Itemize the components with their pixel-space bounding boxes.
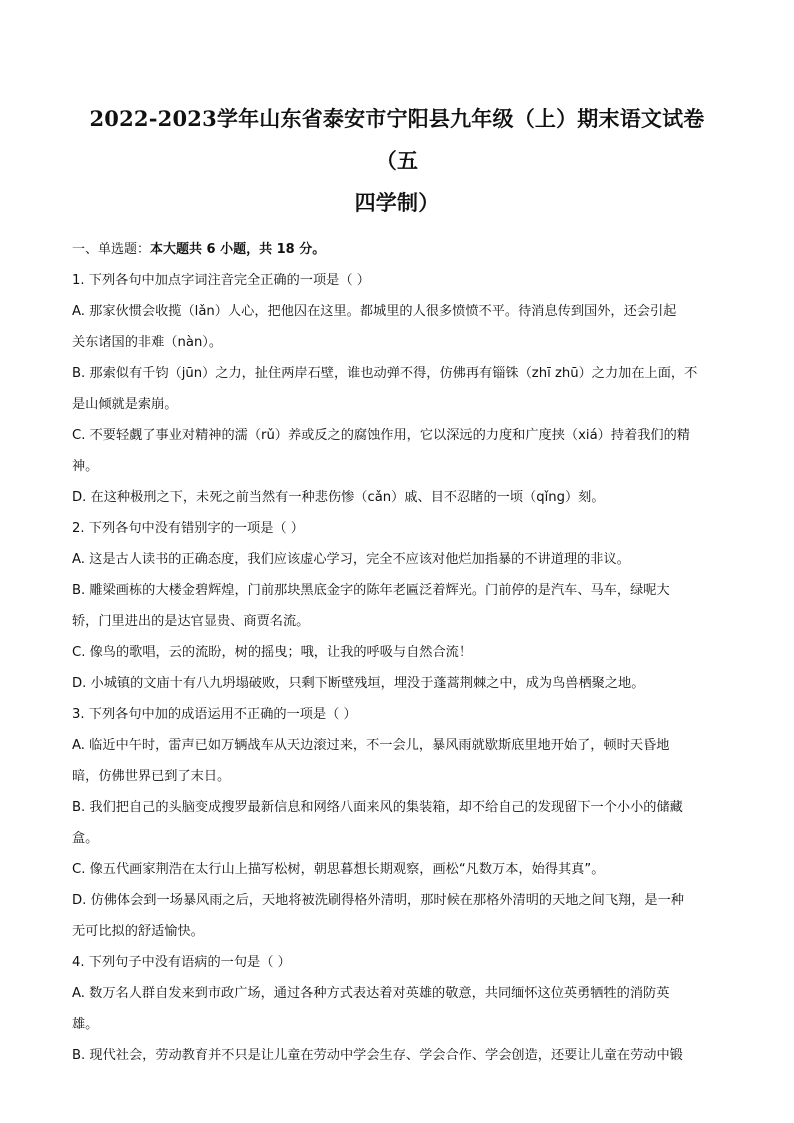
option-text-line: D. 小城镇的文庙十有八九坍塌破败，只剩下断壁残垣，埋没于蓬蒿荆棘之中，成为鸟兽栖聚之地。 [72,676,645,691]
question-1 [72,265,722,513]
option-A [72,296,722,358]
option-D [72,885,722,947]
option-B [72,575,722,637]
option-text-line: C. 不要轻觑了事业对精神的濡（rǔ）养或反之的腐蚀作用，它以深远的力度和广度挟（xiá）持着我们的精 [72,428,690,443]
option-text-line: A. 临近中午时，雷声已如万辆战车从天边滚过来，不一会儿，暴风雨就歇斯底里地开始了，顿时天昏地 [72,738,670,753]
question-stem: 4. 下列句子中没有语病的一句是（ ） [72,955,291,970]
exam-title-line-2: 四学制） [354,190,440,215]
option-text-line: D. 在这种极刑之下，未死之前当然有一种悲伤惨（cǎn）戚、目不忍睹的一顷（qǐng）刻。 [72,490,605,505]
option-text-line: 关东诸国的非难（nàn）。 [72,335,223,350]
option-text-line: 轿，门里进出的是达官显贵、商贾名流。 [72,614,310,629]
option-text-line: 无可比拟的舒适愉快。 [72,924,204,939]
option-C [72,420,722,482]
option-text-line: 神。 [72,459,99,474]
exam-title-line-1: 2022-2023学年山东省泰安市宁阳县九年级（上）期末语文试卷（五 [89,106,705,173]
option-B [72,792,722,854]
option-C [72,854,722,885]
option-text-line: A. 那家伙惯会收揽（lǎn）人心，把他囚在这里。都城里的人很多愤愤不平。待消息传到国外，还会引起 [72,304,677,319]
option-D [72,668,722,699]
question-stem: 3. 下列各句中加的成语运用不正确的一项是（ ） [72,707,357,722]
option-B [72,358,722,420]
option-text-line: 是山倾就是索崩。 [72,397,178,412]
question-stem: 1. 下列各句中加点字词注音完全正确的一项是（ ） [72,273,370,288]
option-text-line: C. 像五代画家荆浩在太行山上描写松树，朝思暮想长期观察，画松“凡数万本，始得其真”。 [72,862,605,877]
option-text-line: 暗，仿佛世界已到了末日。 [72,769,231,784]
question-stem: 2. 下列各句中没有错别字的一项是（ ） [72,521,304,536]
option-A [72,978,722,1040]
option-text-line: A. 数万名人群自发来到市政广场，通过各种方式表达着对英雄的敬意，共同缅怀这位英勇牺牲的消防英 [72,986,670,1001]
option-A [72,730,722,792]
question-4 [72,947,722,1071]
option-text-line: A. 这是古人读书的正确态度，我们应该虚心学习，完全不应该对他烂加指暴的不讲道理的非议。 [72,552,630,567]
option-text-line: B. 现代社会，劳动教育并不只是让儿童在劳动中学会生存、学会合作、学会创造，还要让儿童在劳动中锻 [72,1048,683,1063]
question-3 [72,699,722,947]
option-text-line: C. 像鸟的歌唱，云的流盼，树的摇曳；哦，让我的呼吸与自然合流！ [72,645,473,660]
option-text-line: 盒。 [72,831,99,846]
option-text-line: B. 我们把自己的头脑变成搜罗最新信息和网络八面来风的集装箱，却不给自己的发现留下一个小小的储藏 [72,800,683,815]
question-2 [72,513,722,699]
option-text-line: D. 仿佛体会到一场暴风雨之后，天地将被洗刷得格外清明，那时候在那格外清明的天地之间飞翔，是一种 [72,893,684,908]
question-list [72,265,722,1071]
option-D [72,482,722,513]
section-prefix: 一、单选题： [72,242,151,257]
option-A [72,544,722,575]
option-text-line: B. 雕梁画栋的大楼金碧辉煌，门前那块黑底金字的陈年老匾泛着辉光。门前停的是汽车、马车，绿呢大 [72,583,670,598]
option-text-line: 雄。 [72,1017,99,1032]
option-C [72,637,722,668]
exam-title [72,98,722,224]
section-heading [72,234,722,265]
option-text-line: B. 那索似有千钧（jūn）之力，扯住两岸石壁，谁也动弹不得，仿佛再有锱铢（zhī zhū）之力加在上面，不 [72,366,698,381]
option-B [72,1040,722,1071]
section-description: 本大题共 6 小题，共 18 分。 [150,242,326,257]
